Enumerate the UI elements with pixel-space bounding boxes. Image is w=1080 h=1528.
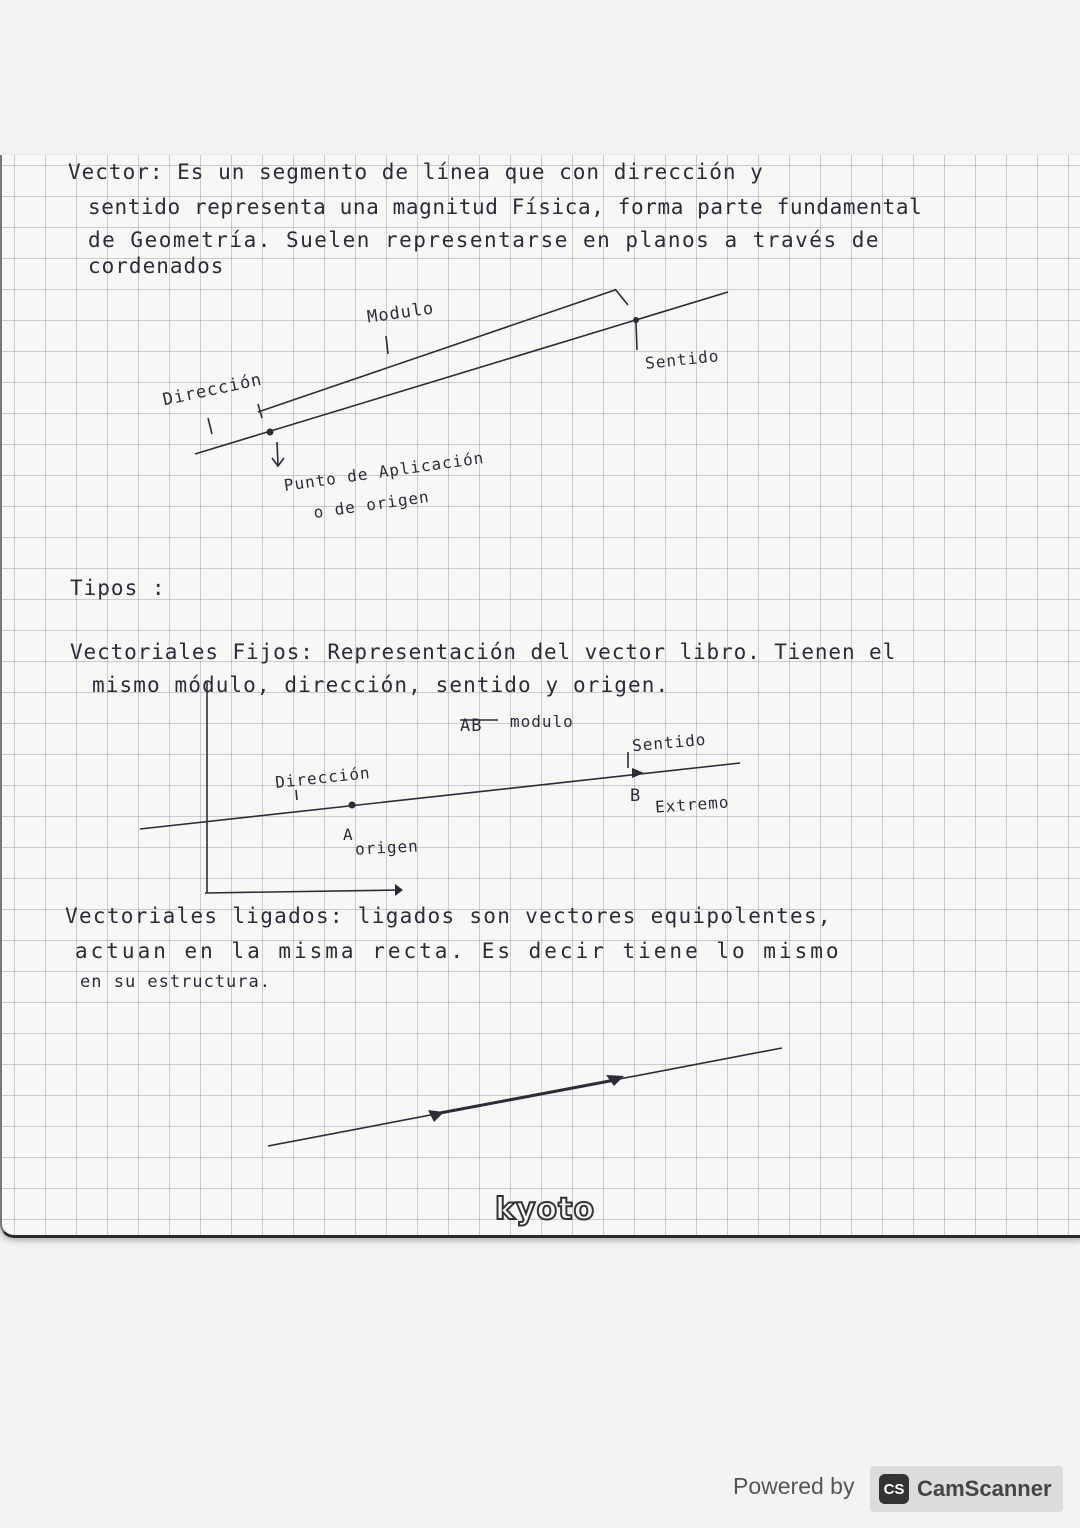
ligados-line-2: actuan en la misma recta. Es decir tiene lo mismo	[75, 939, 842, 963]
definition-line-4: cordenados	[88, 254, 225, 278]
label-sentido: Sentido	[644, 346, 721, 373]
label-point-a: A	[343, 825, 354, 844]
fijos-line-2: mismo módulo, dirección, sentido y origen.	[92, 673, 670, 697]
label-direccion-2: Dirección	[274, 763, 372, 792]
label-origen-2: origen	[354, 836, 420, 859]
label-direccion: Dirección	[161, 369, 265, 411]
label-sentido-2: Sentido	[631, 729, 708, 756]
label-extremo: Extremo	[654, 792, 731, 817]
label-punto-aplicacion: Punto de Aplicación	[282, 448, 486, 495]
camscanner-badge	[870, 1466, 1063, 1512]
definition-line-2: sentido representa una magnitud Física, forma parte fundamental	[88, 195, 923, 219]
label-modulo: Modulo	[365, 298, 436, 328]
label-ab: AB	[460, 716, 483, 736]
ligados-line-1: Vectoriales ligados: ligados son vectores equipolentes,	[65, 904, 832, 928]
arrow-tail	[428, 1110, 444, 1122]
definition-line-3: de Geometría. Suelen representarse en planos a través de	[88, 228, 881, 252]
kyoto-logo: kyoto	[495, 1192, 596, 1227]
definition-line-1: Vector: Es un segmento de línea que con dirección y	[68, 160, 764, 184]
fijos-line-1: Vectoriales Fijos: Representación del vector libro. Tienen el	[70, 640, 897, 664]
camscanner-name: CamScanner	[917, 1476, 1052, 1501]
tipos-heading: Tipos :	[70, 576, 166, 600]
ligados-line-3: en su estructura.	[80, 972, 271, 992]
camscanner-icon: CS	[879, 1474, 909, 1504]
powered-by-text: Powered by	[733, 1473, 855, 1499]
label-modulo-2: modulo	[510, 712, 574, 731]
label-point-b: B	[630, 786, 642, 806]
label-origen: o de origen	[312, 486, 431, 523]
